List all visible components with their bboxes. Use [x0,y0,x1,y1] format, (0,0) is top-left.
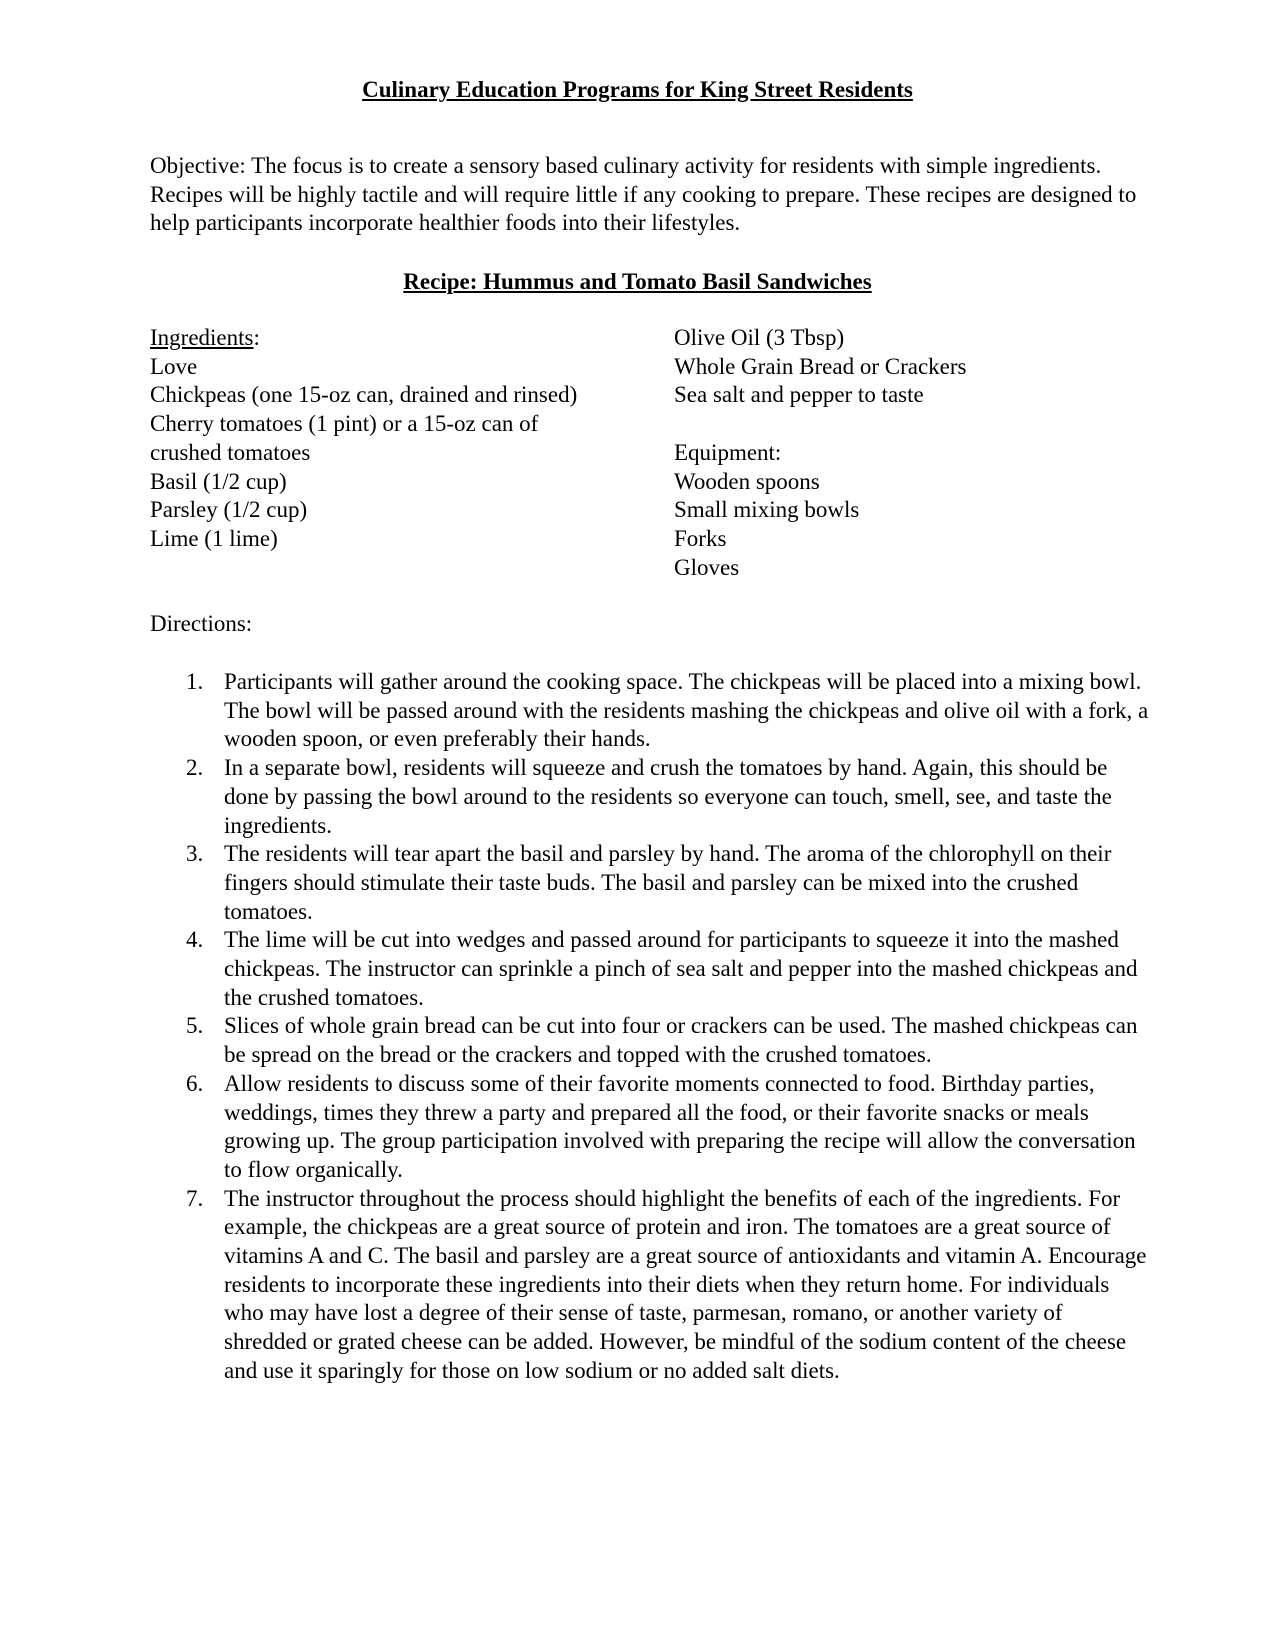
step-number: 3. [186,841,204,867]
direction-step [150,1012,1150,1069]
document-title: Culinary Education Programs for King Street Residents [362,77,913,102]
step-text: Participants will gather around the cooking space. The chickpeas will be placed into a mixing bowl. The bowl will be passed around with the residents mashing the chickpeas and olive oil with a fork, a wooden spoon, or even preferably their hands. [224,669,1149,752]
ingredients-label: Ingredients [150,325,254,350]
recipe-title: Recipe: Hummus and Tomato Basil Sandwiches [403,269,872,294]
ingredient-item: Cherry tomatoes (1 pint) or a 15-oz can of crushed tomatoes [150,411,539,465]
step-text: The instructor throughout the process should highlight the benefits of each of the ingredients. For example, the chickpeas are a great source of protein and iron. The tomatoes are a great source of vitamins A and C. The basil and parsley are a great source of antioxidants and vitamin A. Encourage residents to incorporate these ingredients into their diets when they return home. For individuals who may have lost a degree of their sense of taste, parmesan, romano, or another variety of shredded or grated cheese can be added. However, be mindful of the sodium content of the cheese and use it sparingly for those on low sodium or no added salt diets. [224,1185,1147,1383]
step-number: 6. [186,1070,204,1096]
step-text: Slices of whole grain bread can be cut into four or crackers can be used. The mashed chickpeas can be spread on the bread or the crackers and topped with the crushed tomatoes. [224,1013,1138,1068]
ingredient-item: Chickpeas (one 15-oz can, drained and rinsed) [150,382,578,408]
ingredient-item: Parsley (1/2 cup) [150,497,308,523]
step-text: Allow residents to discuss some of their favorite moments connected to food. Birthday parties, weddings, times they threw a party and prepared all the food, or their favorite snacks or meals growing up. The group participation involved with preparing the recipe will allow the conversation to flow organically. [224,1070,1136,1182]
direction-step [150,754,1150,840]
directions-list [150,668,1150,1386]
equipment-item: Wooden spoons [674,468,820,494]
equipment-item: Forks [674,525,727,551]
direction-step [150,1070,1150,1185]
equipment-item: Small mixing bowls [674,497,860,523]
step-text: The lime will be cut into wedges and passed around for participants to squeeze it into the mashed chickpeas. The instructor can sprinkle a pinch of sea salt and pepper into the mashed chickpeas and the crushed tomatoes. [224,927,1138,1010]
step-number: 1. [186,669,204,694]
ingredients-column-right [674,324,1154,582]
spacer [674,410,1154,439]
ingredient-item: Sea salt and pepper to taste [674,382,924,408]
step-number: 2. [186,755,204,781]
ingredients-heading [150,324,590,353]
ingredient-item: Lime (1 lime) [150,525,278,551]
equipment-heading: Equipment: [674,439,782,465]
step-number: 4. [186,927,204,953]
objective-paragraph: Objective: The focus is to create a sensory based culinary activity for residents with simple ingredients. Recipes will be highly tactile and will require little if any cooking to prepare. These recipes are designed to help participants incorporate healthier foods into their lifestyles. [150,153,1137,236]
direction-step [150,926,1150,1012]
step-text: The residents will tear apart the basil and parsley by hand. The aroma of the chlorophyll on their fingers should stimulate their taste buds. The basil and parsley can be mixed into the crushed tomatoes. [224,841,1112,924]
ingredients-label-colon: : [253,325,260,350]
ingredient-item: Basil (1/2 cup) [150,468,287,494]
ingredient-item: Love [150,353,198,379]
ingredients-column-left [150,324,590,554]
ingredient-item: Whole Grain Bread or Crackers [674,353,967,379]
direction-step [150,840,1150,926]
direction-step [150,668,1150,754]
direction-step [150,1185,1150,1386]
step-number: 7. [186,1185,204,1211]
ingredient-item: Olive Oil (3 Tbsp) [674,325,845,350]
step-number: 5. [186,1013,204,1039]
directions-heading: Directions: [150,611,253,636]
equipment-item: Gloves [674,554,740,580]
step-text: In a separate bowl, residents will squeeze and crush the tomatoes by hand. Again, this should be done by passing the bowl around to the residents so everyone can touch, smell, see, and taste the ingredients. [224,755,1112,838]
